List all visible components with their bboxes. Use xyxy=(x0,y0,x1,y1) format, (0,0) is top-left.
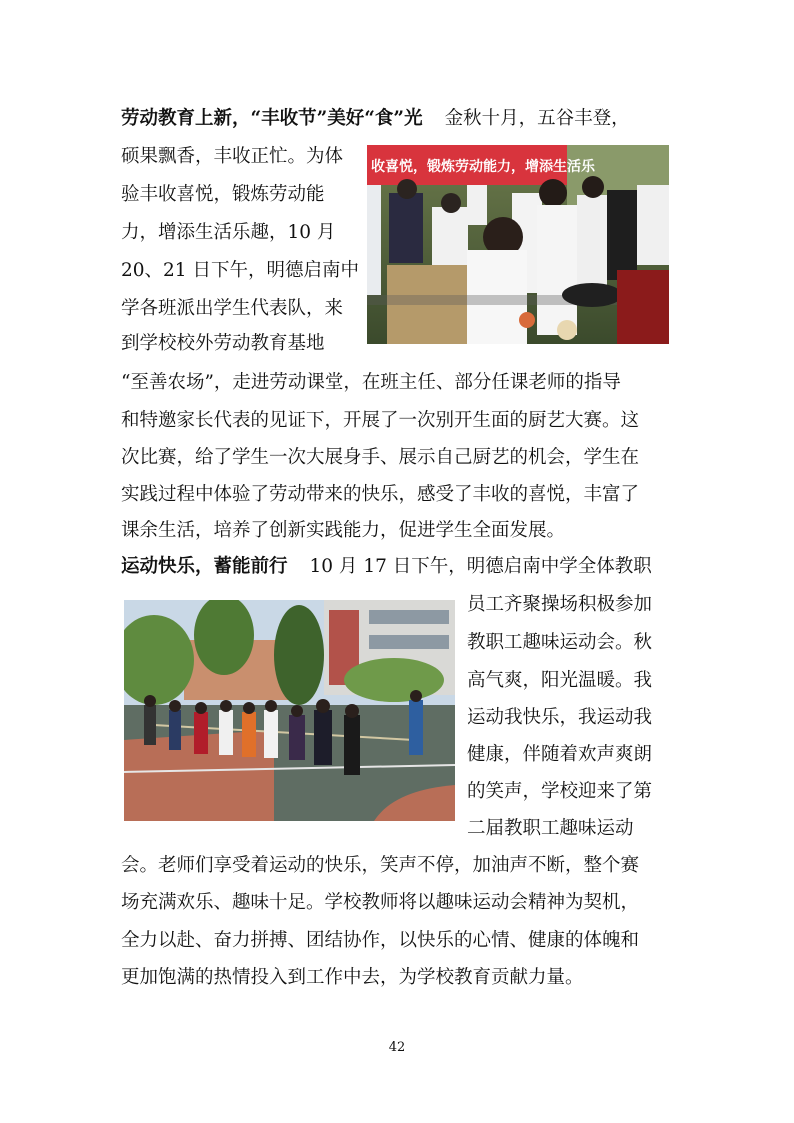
section2-first-line xyxy=(121,555,652,579)
section1-text-line: “至善农场”，走进劳动课堂，在班主任、部分任课老师的指导 xyxy=(121,372,621,393)
section1-text-line: 力，增添生活乐趣，10 月 xyxy=(121,222,336,243)
section1-text-line: 和特邀家长代表的见证下，开展了一次别开生面的厨艺大赛。这 xyxy=(121,410,640,431)
section2-text-line: 教职工趣味运动会。秋 xyxy=(467,632,653,653)
section2-text-line: 的笑声，学校迎来了第 xyxy=(467,781,653,802)
photo-banner-text: 收喜悦，锻炼劳动能力，增添生活乐 xyxy=(371,159,595,175)
section1-text-line: 验丰收喜悦，锻炼劳动能 xyxy=(121,184,325,205)
section2-text-line: 更加饱满的热情投入到工作中去，为学校教育贡献力量。 xyxy=(121,967,584,988)
section1-heading: 劳动教育上新，“丰收节”美好“食”光 xyxy=(121,108,423,129)
section2-text-line: 运动我快乐，我运动我 xyxy=(467,707,653,728)
section1-text-line: 硕果飘香，丰收正忙。为体 xyxy=(121,146,344,167)
tug-of-war-photo xyxy=(124,600,455,821)
section2-text-line: 员工齐聚操场积极参加 xyxy=(467,594,653,615)
section1-text-line: 20、21 日下午，明德启南中 xyxy=(121,260,359,281)
section1-text-line: 实践过程中体验了劳动带来的快乐，感受了丰收的喜悦，丰富了 xyxy=(121,484,640,505)
section2-text-line: 全力以赴、奋力拼搏、团结协作，以快乐的心情、健康的体魄和 xyxy=(121,930,640,951)
section2-text-line: 会。老师们享受着运动的快乐，笑声不停，加油声不断，整个赛 xyxy=(121,855,640,876)
section2-heading: 运动快乐，蓄能前行 xyxy=(121,556,288,577)
section2-text-line: 二届教职工趣味运动 xyxy=(467,818,634,839)
section2-text-line: 高气爽，阳光温暖。我 xyxy=(467,670,653,691)
section2-text-line: 10 月 17 日下午，明德启南中学全体教职 xyxy=(309,556,652,577)
section2-text-line: 场充满欢乐、趣味十足。学校教师将以趣味运动会精神为契机， xyxy=(121,892,640,913)
section1-text-line: 学各班派出学生代表队，来 xyxy=(121,298,344,319)
page-number: 42 xyxy=(388,1040,406,1055)
cooking-contest-photo xyxy=(367,145,669,344)
section1-text-line: 次比赛，给了学生一次大展身手、展示自己厨艺的机会，学生在 xyxy=(121,447,640,468)
section1-text-line: 金秋十月，五谷丰登， xyxy=(444,108,630,129)
section1-text-line: 课余生活，培养了创新实践能力，促进学生全面发展。 xyxy=(121,520,566,541)
section1-text-line: 到学校校外劳动教育基地 xyxy=(121,333,325,354)
section2-text-line: 健康，伴随着欢声爽朗 xyxy=(467,744,653,765)
section1-first-line xyxy=(121,107,630,131)
